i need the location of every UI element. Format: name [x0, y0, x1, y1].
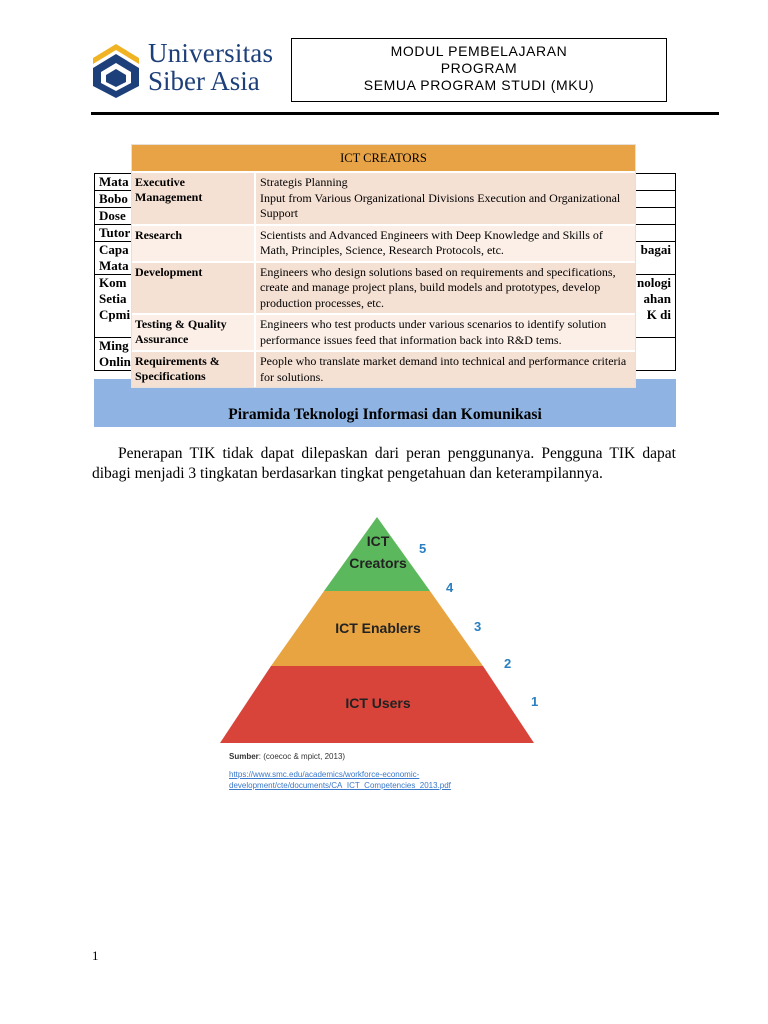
cell-line: Setia	[99, 291, 127, 306]
table-row	[132, 224, 635, 261]
module-title-line1: MODUL PEMBELAJARAN	[390, 43, 568, 59]
table-cell: Mata	[95, 174, 378, 191]
paragraph-text: Penerapan TIK tidak dapat dilepaskan dari peran penggunanya. Pengguna TIK dapat dibagi menjadi 3 tingkatan berdasarkan tingkat pengetahuan dan keterampilannya.	[92, 445, 676, 482]
cell-line: K di	[646, 307, 671, 322]
pyramid-number: 2	[504, 656, 512, 671]
figure-source	[229, 752, 345, 761]
cell-line: Capa	[99, 242, 129, 257]
pyramid-number: 5	[419, 541, 427, 556]
body-paragraph	[92, 444, 676, 484]
creators-description: Strategis Planning Input from Various Organizational Divisions Execution and Organizational Support	[260, 175, 621, 220]
source-link[interactable]: https://www.smc.edu/academics/workforce-economic-development/cte/documents/CA_ICT_Competencies_2013.pdf	[229, 770, 451, 790]
pyramid-label-users: ICT Users	[345, 695, 411, 711]
table-cell: Bobo	[95, 191, 378, 208]
university-name-line2: Siber Asia	[148, 66, 260, 96]
cell-line: Cpmi	[99, 307, 131, 322]
module-title-box	[291, 38, 667, 102]
ict-creators-title: ICT CREATORS	[132, 145, 635, 171]
cell-line: ahan	[643, 291, 671, 306]
pyramid-label-creators-2: Creators	[349, 555, 407, 571]
ict-creators-table	[132, 145, 635, 387]
creators-category: Development	[132, 263, 256, 314]
creators-category: Executive Management	[132, 173, 256, 224]
pyramid-number: 3	[474, 619, 482, 634]
module-title-line2: PROGRAM	[440, 60, 518, 76]
cell-line: Ming	[99, 338, 129, 353]
creators-description: Engineers who design solutions based on requirements and specifications, create and manage project plans, build models and prototypes, develop production processes, etc.	[260, 264, 616, 310]
pyramid-number: 1	[531, 694, 539, 709]
module-title-line3: SEMUA PROGRAM STUDI (MKU)	[363, 77, 595, 93]
pyramid-label-creators-1: ICT	[366, 533, 390, 549]
page-number: 1	[92, 948, 99, 963]
header-divider	[91, 112, 719, 115]
source-text: : (coecoc & mpict, 2013)	[258, 752, 346, 761]
creators-category: Requirements & Specifications	[132, 352, 256, 387]
table-row	[132, 261, 635, 314]
cell-line: nologi	[637, 275, 671, 290]
table-row	[132, 350, 635, 387]
creators-description: Scientists and Advanced Engineers with Deep Knowledge and Skills of Math, Principles, Science, Research Protocols, etc.	[260, 227, 603, 257]
cell-line: bagai	[640, 242, 671, 257]
cell-line: Onlin	[99, 354, 131, 369]
creators-category: Research	[132, 226, 256, 261]
table-cell: Dose	[95, 208, 378, 225]
creators-description: Engineers who test products under various scenarios to identify solution performance issues feed that information back into R&D tems.	[260, 317, 607, 347]
source-label: Sumber	[229, 752, 259, 761]
ict-pyramid-figure	[200, 512, 560, 748]
creators-category: Testing & Quality Assurance	[132, 315, 256, 350]
cell-line: Kom	[99, 275, 127, 290]
table-row	[132, 171, 635, 224]
university-name-line1: Universitas	[148, 38, 274, 68]
pyramid-label-enablers: ICT Enablers	[335, 620, 421, 636]
creators-description: People who translate market demand into technical and performance criteria for solutions.	[260, 354, 627, 384]
cell-line: Mata	[99, 258, 129, 273]
table-cell: Tutor	[95, 225, 378, 242]
table-row	[132, 313, 635, 350]
university-logo-icon	[91, 42, 141, 98]
pyramid-number: 4	[446, 580, 454, 595]
pyramid-caption: Piramida Teknologi Informasi dan Komunikasi	[228, 406, 542, 423]
pyramid-level-creators	[324, 517, 430, 591]
